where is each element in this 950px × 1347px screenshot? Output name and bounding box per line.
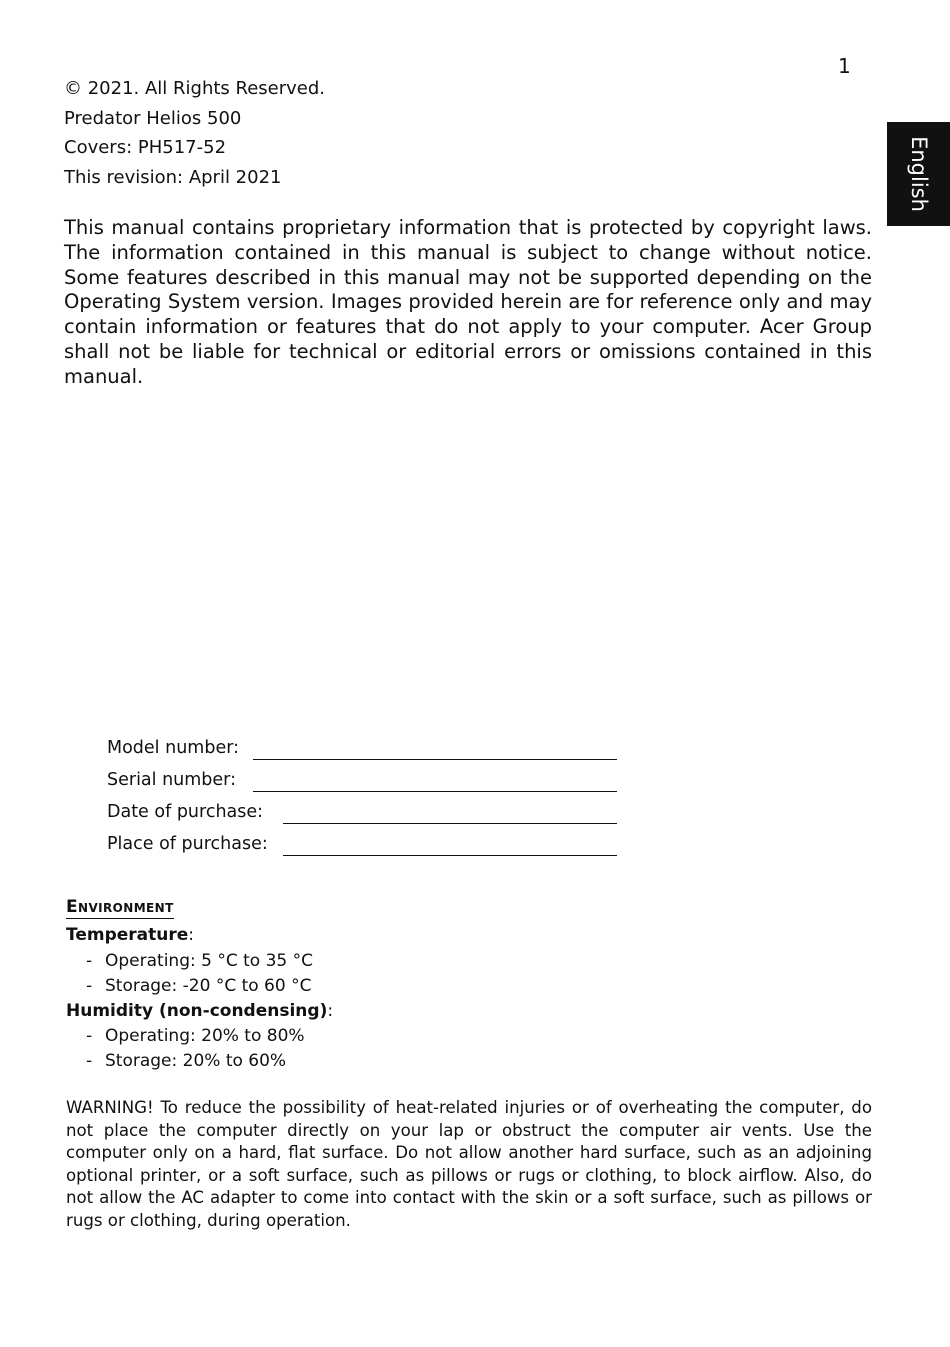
copyright-line: © 2021. All Rights Reserved. <box>64 78 326 99</box>
temperature-storage: Storage: -20 °C to 60 °C <box>105 975 312 996</box>
covers-line: Covers: PH517-52 <box>64 137 227 158</box>
list-item: - Operating: 5 °C to 35 °C <box>86 950 313 971</box>
list-item: - Storage: -20 °C to 60 °C <box>86 975 312 996</box>
serial-number-row <box>107 768 617 800</box>
temperature-label: Temperature <box>66 925 189 945</box>
page-number: 1 <box>838 54 851 78</box>
place-of-purchase-label: Place of purchase: <box>107 834 268 854</box>
language-tab-label: English <box>906 136 931 212</box>
date-of-purchase-label: Date of purchase: <box>107 802 264 822</box>
environment-heading: Environment <box>66 897 174 917</box>
humidity-label: Humidity (non-condensing) <box>66 1000 328 1021</box>
humidity-operating: Operating: 20% to 80% <box>105 1026 305 1046</box>
heat-warning: WARNING! To reduce the possibility of heat-related injuries or of overheating the computer, do not place the computer directly on your lap or obstruct the computer air vents. Use the computer only on a hard, flat surface. Do not allow another hard surface, such as an adjoining optional printer, or a soft surface, such as pillows or rugs or clothing, to block airflow. Also, do not allow the AC adapter to come into contact with the skin or a soft surface, such as pillows or rugs or clothing, during operation. <box>66 1098 872 1230</box>
list-item: - Operating: 20% to 80% <box>86 1026 305 1046</box>
temperature-operating: Operating: 5 °C to 35 °C <box>105 950 313 971</box>
humidity-heading: Humidity (non-condensing): <box>66 1000 334 1021</box>
serial-number-label: Serial number: <box>107 770 236 790</box>
environment-section <box>66 896 872 1074</box>
model-number-row <box>107 736 617 768</box>
model-number-label: Model number: <box>107 738 239 758</box>
date-of-purchase-row <box>107 800 617 832</box>
product-name: Predator Helios 500 <box>64 107 242 129</box>
humidity-storage: Storage: 20% to 60% <box>105 1051 287 1071</box>
revision-line: This revision: April 2021 <box>64 166 282 188</box>
place-of-purchase-row <box>107 832 617 864</box>
list-item: - Storage: 20% to 60% <box>86 1051 287 1071</box>
temperature-heading: Temperature: <box>66 925 195 945</box>
serial-number-blank <box>253 791 617 792</box>
purchase-info-form <box>107 736 617 864</box>
date-of-purchase-blank <box>283 823 617 824</box>
proprietary-notice: This manual contains proprietary information that is protected by copyright laws. The information contained in this manual is subject to change without notice. Some features described in this manual may not be supported depending on the Operating System version. Images provided herein are for reference only and may contain information or features that do not apply to your computer. Acer Group shall not be liable for technical or editorial errors or omissions contained in this manual. <box>64 216 872 388</box>
language-tab <box>887 122 950 226</box>
place-of-purchase-blank <box>283 855 617 856</box>
document-meta <box>64 74 325 192</box>
model-number-blank <box>253 759 617 760</box>
